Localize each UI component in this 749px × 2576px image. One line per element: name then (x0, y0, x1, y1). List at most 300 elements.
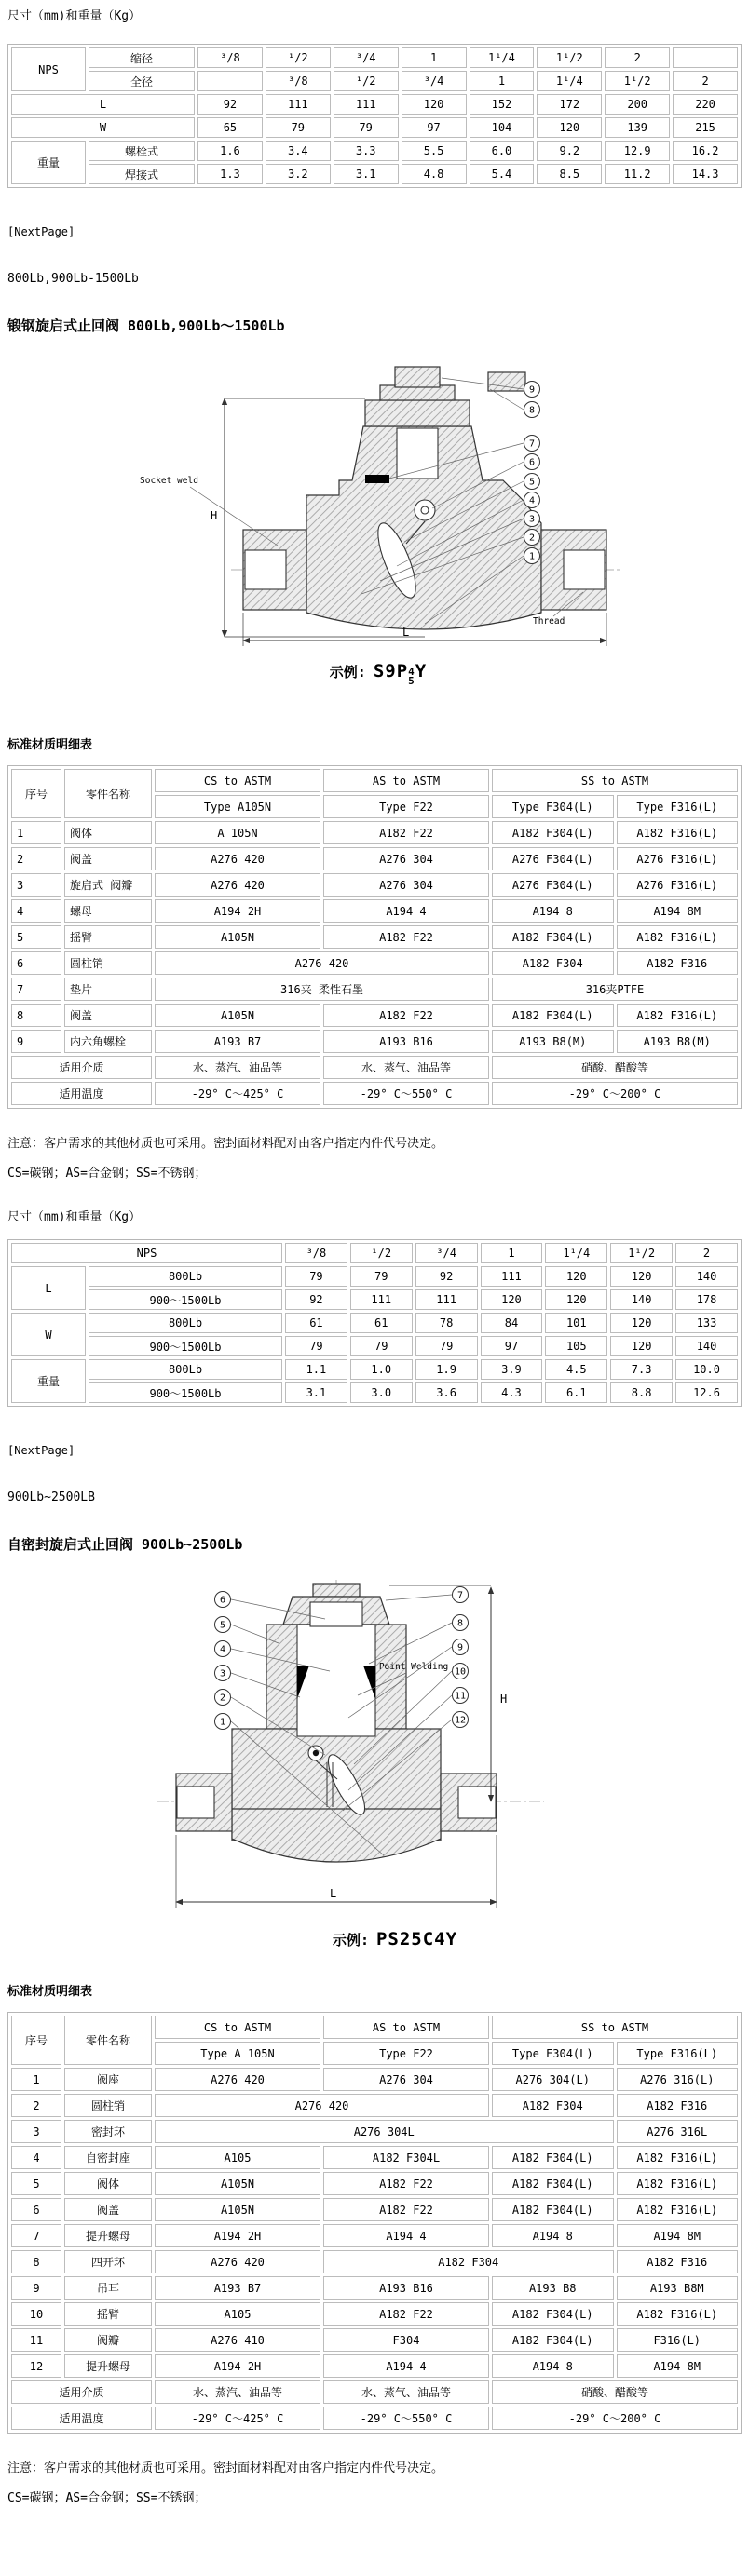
dim-value: 120 (537, 117, 602, 138)
material-value: A276 420 (155, 873, 320, 897)
row-label: 重量 (11, 1359, 86, 1403)
dim-value: 172 (537, 94, 602, 115)
callout-3 (215, 1666, 231, 1681)
svg-text:7: 7 (528, 438, 536, 450)
material-value: A193 B7 (155, 1030, 320, 1053)
callout-2 (215, 1690, 231, 1706)
size-value: 1¹/4 (537, 71, 602, 91)
material-value: A182 F304(L) (492, 2328, 614, 2352)
class-label: 900～1500Lb (89, 1336, 282, 1356)
dim-value: 1.1 (285, 1359, 347, 1380)
table-row (11, 117, 738, 138)
svg-text:3: 3 (528, 514, 536, 525)
svg-text:8: 8 (528, 405, 536, 416)
part-name: 阀瓣 (64, 2328, 152, 2352)
l-dimension-label: L (330, 1887, 337, 1900)
col-header: 零件名称 (64, 2016, 152, 2065)
table-row (11, 2016, 738, 2039)
gland-nut (395, 367, 440, 387)
material-value: A276 316L (617, 2120, 739, 2143)
next-page-marker-2: [NextPage] (7, 1444, 75, 1457)
size-value: 2 (673, 71, 738, 91)
material-table-2 (7, 2012, 742, 2434)
table-row (11, 1266, 738, 1287)
part-no: 8 (11, 1004, 61, 1027)
table-row (11, 2224, 738, 2247)
dim-value: 7.3 (610, 1359, 673, 1380)
material-value: A276 420 (155, 951, 489, 975)
table-row (11, 1359, 738, 1380)
dim-value: 79 (285, 1266, 347, 1287)
table-row (11, 1313, 738, 1333)
weight-value: 3.1 (334, 164, 399, 184)
dim-value: 120 (481, 1289, 543, 1310)
dims-weight-table-top (7, 44, 742, 188)
material-value: A276 304 (323, 847, 489, 870)
dim-value: 111 (334, 94, 399, 115)
callout-8 (524, 402, 540, 418)
table-row (11, 2276, 738, 2300)
part-name: 四开环 (64, 2250, 152, 2273)
svg-text:10: 10 (454, 1666, 467, 1678)
table-row (11, 2068, 738, 2091)
part-no: 6 (11, 951, 61, 975)
part-name: 螺母 (64, 899, 152, 923)
size-value: 1¹/4 (470, 47, 535, 68)
media-value: 水、蒸汽、油品等 (155, 1056, 320, 1079)
svg-text:8: 8 (456, 1618, 464, 1629)
callout-5 (215, 1617, 231, 1633)
material-value: F304 (323, 2328, 489, 2352)
dim-value: 140 (675, 1266, 738, 1287)
dim-value: 65 (197, 117, 263, 138)
table-row (11, 71, 738, 91)
class-label: 800Lb (89, 1313, 282, 1333)
size-value: ³/8 (285, 1243, 347, 1263)
size-value: ³/4 (415, 1243, 478, 1263)
class-label: 900～1500Lb (89, 1382, 282, 1403)
dim-value: 178 (675, 1289, 738, 1310)
part-no: 9 (11, 2276, 61, 2300)
callout-5 (524, 474, 540, 490)
svg-text:4: 4 (528, 495, 536, 506)
part-name: 阀盖 (64, 2198, 152, 2221)
weight-value: 1.3 (197, 164, 263, 184)
size-value: ¹/2 (350, 1243, 413, 1263)
point-welding-label: Point Welding (378, 1662, 449, 1672)
row-label: 适用温度 (11, 2407, 152, 2430)
media-value: 水、蒸气、油品等 (323, 2380, 489, 2404)
material-value: A276 304(L) (492, 2068, 614, 2091)
callout-9 (524, 382, 540, 398)
svg-text:6: 6 (528, 457, 536, 468)
col-header: 序号 (11, 769, 61, 818)
size-value: ³/8 (197, 47, 263, 68)
class-label: 900～1500Lb (89, 1289, 282, 1310)
dim-value: 1.9 (415, 1359, 478, 1380)
media-value: 硝酸、醋酸等 (492, 1056, 738, 1079)
dim-value: 111 (415, 1289, 478, 1310)
weight-value: 16.2 (673, 141, 738, 161)
temp-value: -29° C～200° C (492, 1082, 738, 1105)
part-no: 1 (11, 821, 61, 844)
material-value: A182 F304(L) (492, 2172, 614, 2195)
dim-value: 120 (545, 1289, 607, 1310)
example-label: 示例: (332, 1932, 369, 1949)
table-row (11, 94, 738, 115)
material-value: F316(L) (617, 2328, 739, 2352)
table-row (11, 1382, 738, 1403)
example-code-2: PS25C4Y (375, 1929, 458, 1949)
col-header: 零件名称 (64, 769, 152, 818)
material-value: A105N (155, 925, 320, 949)
material-value: A276 F316(L) (617, 847, 739, 870)
part-no: 10 (11, 2302, 61, 2326)
row-label: 适用介质 (11, 1056, 152, 1079)
material-value: A194 4 (323, 2354, 489, 2378)
part-name: 阀盖 (64, 1004, 152, 1027)
type-header: Type F22 (323, 795, 489, 818)
material-value: A276 F304(L) (492, 847, 614, 870)
dim-value: 4.5 (545, 1359, 607, 1380)
pressure-class-line-2: 900Lb~2500LB (7, 1490, 95, 1504)
material-value: A193 B8M (617, 2276, 739, 2300)
class-label: 800Lb (89, 1266, 282, 1287)
material-value: A193 B8 (492, 2276, 614, 2300)
l-dimension-label: L (402, 626, 410, 639)
type-header: Type F316(L) (617, 2042, 739, 2065)
row-label: L (11, 1266, 86, 1310)
valve-cross-section-diagram-2 (106, 1576, 684, 1921)
part-name: 阀体 (64, 2172, 152, 2195)
weight-value: 4.8 (402, 164, 467, 184)
callout-1 (215, 1714, 231, 1730)
table-row (11, 1289, 738, 1310)
group-header: SS to ASTM (492, 769, 738, 792)
dim-value: 92 (415, 1266, 478, 1287)
figure-forged-swing-check (117, 359, 639, 686)
material-value: A105N (155, 1004, 320, 1027)
dim-value: 79 (350, 1336, 413, 1356)
part-name: 垫片 (64, 978, 152, 1001)
nps-header: NPS (11, 1243, 282, 1263)
section-heading-forged-swing-check: 锻钢旋启式止回阀 800Lb,900Lb～1500Lb (7, 317, 285, 334)
material-table-1 (7, 765, 742, 1109)
size-value: 1 (470, 71, 535, 91)
callout-7 (453, 1587, 469, 1603)
weight-value: 1.6 (197, 141, 263, 161)
example-code-1: S9P 4 5 Y (373, 661, 428, 687)
gasket-mark (365, 475, 389, 483)
svg-text:2: 2 (219, 1693, 226, 1704)
material-value: A182 F304(L) (492, 925, 614, 949)
example-label: 示例: (329, 664, 366, 681)
dim-value: 140 (610, 1289, 673, 1310)
dim-value: 3.6 (415, 1382, 478, 1403)
table-row (11, 821, 738, 844)
dim-value: 111 (350, 1289, 413, 1310)
type-header: Type F22 (323, 2042, 489, 2065)
dims-weight-table-2 (7, 1239, 742, 1407)
material-value: A193 B16 (323, 2276, 489, 2300)
note-line-1b: 注意：客户需求的其他材质也可采用。密封面材料配对由客户指定内件代号决定。 (7, 2461, 444, 2475)
dim-value: 12.6 (675, 1382, 738, 1403)
dim-value: 120 (610, 1313, 673, 1333)
callout-7 (524, 436, 540, 452)
part-no: 4 (11, 2146, 61, 2169)
material-value: A105N (155, 2198, 320, 2221)
size-value: 2 (675, 1243, 738, 1263)
weight-value: 5.5 (402, 141, 467, 161)
part-name: 旋启式 阀瓣 (64, 873, 152, 897)
table-row (11, 1336, 738, 1356)
part-name: 圆柱销 (64, 951, 152, 975)
part-no: 4 (11, 899, 61, 923)
svg-text:5: 5 (528, 477, 536, 488)
group-header: CS to ASTM (155, 2016, 320, 2039)
material-value: A182 F22 (323, 1004, 489, 1027)
dim-value: 111 (481, 1266, 543, 1287)
table-row (11, 2094, 738, 2117)
svg-text:11: 11 (454, 1691, 467, 1702)
material-value: A105N (155, 2172, 320, 2195)
part-no: 2 (11, 2094, 61, 2117)
section-heading-pressure-seal-check: 自密封旋启式止回阀 900Lb~2500Lb (7, 1536, 243, 1553)
dim-value: 92 (285, 1289, 347, 1310)
table-row (11, 47, 738, 68)
callout-bubbles (524, 382, 540, 564)
part-name: 提升螺母 (64, 2354, 152, 2378)
class-label: 800Lb (89, 1359, 282, 1380)
table-row (11, 899, 738, 923)
pressure-class-line-1: 800Lb,900Lb-1500Lb (7, 272, 139, 286)
weight-value: 3.2 (266, 164, 331, 184)
callout-9 (453, 1639, 469, 1655)
group-header: AS to ASTM (323, 769, 489, 792)
table-row (11, 2302, 738, 2326)
table-row (11, 2120, 738, 2143)
callout-3 (524, 511, 540, 527)
table-row (11, 1082, 738, 1105)
material-value: A194 2H (155, 2224, 320, 2247)
material-value: A182 F316 (617, 951, 739, 975)
size-value (197, 71, 263, 91)
part-no: 5 (11, 925, 61, 949)
svg-text:7: 7 (456, 1590, 464, 1601)
hinge-pin-center (313, 1750, 319, 1756)
size-value: 2 (605, 47, 670, 68)
h-dimension-label: H (211, 509, 218, 522)
example-line-1 (117, 661, 639, 686)
material-value: A182 F316(L) (617, 2198, 739, 2221)
part-no: 6 (11, 2198, 61, 2221)
table-row (11, 2146, 738, 2169)
svg-text:4: 4 (219, 1644, 226, 1655)
dim-value: 120 (545, 1266, 607, 1287)
material-value: 316夹 柔性石墨 (155, 978, 489, 1001)
weight-value: 6.0 (470, 141, 535, 161)
row-label: 重量 (11, 141, 86, 184)
size-value: 1¹/2 (605, 71, 670, 91)
dim-value: 120 (610, 1336, 673, 1356)
material-value: A182 F304(L) (492, 2302, 614, 2326)
svg-text:3: 3 (219, 1668, 226, 1679)
table-row (11, 2380, 738, 2404)
material-value: A182 F304(L) (492, 2146, 614, 2169)
material-value: A194 2H (155, 899, 320, 923)
row-label: L (11, 94, 195, 115)
dim-value: 79 (266, 117, 331, 138)
group-header: SS to ASTM (492, 2016, 738, 2039)
row-label: 螺栓式 (89, 141, 195, 161)
dim-value: 120 (610, 1266, 673, 1287)
example-line-2 (106, 1929, 684, 1949)
note-line-1: 注意：客户需求的其他材质也可采用。密封面材料配对由客户指定内件代号决定。 (7, 1137, 444, 1151)
material-value: A194 8M (617, 2354, 739, 2378)
body-bolt (488, 372, 525, 391)
dim-value: 79 (334, 117, 399, 138)
table-row (11, 2172, 738, 2195)
table-row (11, 1030, 738, 1053)
temp-value: -29° C～550° C (323, 1082, 489, 1105)
dim-value: 61 (350, 1313, 413, 1333)
size-value: ³/4 (402, 71, 467, 91)
weight-value: 8.5 (537, 164, 602, 184)
svg-text:5: 5 (219, 1620, 226, 1631)
dim-value: 200 (605, 94, 670, 115)
callout-1 (524, 548, 540, 564)
col-header: 序号 (11, 2016, 61, 2065)
note-line-2b: CS=碳钢；AS=合金钢；SS=不锈钢； (7, 2491, 207, 2505)
dim-value: 152 (470, 94, 535, 115)
type-header: Type F304(L) (492, 795, 614, 818)
table-row (11, 2198, 738, 2221)
table-row (11, 978, 738, 1001)
material-value: A182 F316 (617, 2094, 739, 2117)
weight-value: 3.3 (334, 141, 399, 161)
part-name: 阀座 (64, 2068, 152, 2091)
dim-value: 133 (675, 1313, 738, 1333)
dim-value: 4.3 (481, 1382, 543, 1403)
material-value: A182 F22 (323, 2172, 489, 2195)
table-row (11, 847, 738, 870)
part-no: 3 (11, 2120, 61, 2143)
material-value: A182 F304 (492, 2094, 614, 2117)
svg-text:6: 6 (219, 1595, 226, 1606)
type-header: Type A105N (155, 795, 320, 818)
cap-top (313, 1584, 360, 1597)
row-label: 全径 (89, 71, 195, 91)
material-value: A182 F304(L) (492, 821, 614, 844)
material-value: A182 F22 (323, 2198, 489, 2221)
dim-value: 79 (285, 1336, 347, 1356)
part-no: 7 (11, 2224, 61, 2247)
material-value: A182 F22 (323, 2302, 489, 2326)
part-name: 阀体 (64, 821, 152, 844)
svg-text:9: 9 (528, 384, 536, 396)
valve-cross-section-diagram-1 (117, 359, 639, 653)
material-value: A105 (155, 2146, 320, 2169)
dim-value: 97 (402, 117, 467, 138)
bonnet-cap (365, 400, 470, 426)
callout-10 (453, 1664, 469, 1679)
callout-8 (453, 1615, 469, 1631)
material-value: A182 F304 (323, 2250, 614, 2273)
weight-value: 12.9 (605, 141, 670, 161)
material-value: A193 B7 (155, 2276, 320, 2300)
size-value: ³/4 (334, 47, 399, 68)
part-no: 2 (11, 847, 61, 870)
part-no: 5 (11, 2172, 61, 2195)
material-value: A276 316(L) (617, 2068, 739, 2091)
material-value: A194 8 (492, 899, 614, 923)
material-value: A276 420 (155, 2094, 489, 2117)
material-value: A182 F316 (617, 2250, 739, 2273)
h-dimension-label: H (500, 1693, 508, 1706)
part-name: 圆柱销 (64, 2094, 152, 2117)
table-row (11, 2250, 738, 2273)
part-name: 提升螺母 (64, 2224, 152, 2247)
row-label: 适用温度 (11, 1082, 152, 1105)
material-value: A276 304L (155, 2120, 614, 2143)
dim-value: 78 (415, 1313, 478, 1333)
part-name: 摇臂 (64, 925, 152, 949)
dim-value: 140 (675, 1336, 738, 1356)
material-value: A276 304 (323, 873, 489, 897)
part-no: 8 (11, 2250, 61, 2273)
temp-value: -29° C～200° C (492, 2407, 738, 2430)
material-value: A276 F316(L) (617, 873, 739, 897)
size-value: 1 (402, 47, 467, 68)
svg-text:2: 2 (528, 533, 536, 544)
material-value: A182 F316(L) (617, 821, 739, 844)
callout-11 (453, 1688, 469, 1704)
weight-value: 9.2 (537, 141, 602, 161)
material-value: A182 F304 (492, 951, 614, 975)
callout-6 (215, 1592, 231, 1608)
socket-weld-leader (190, 487, 278, 546)
size-value: ³/8 (266, 71, 331, 91)
dim-value: 104 (470, 117, 535, 138)
material-value: A182 F316(L) (617, 2302, 739, 2326)
group-header: CS to ASTM (155, 769, 320, 792)
material-value: A276 420 (155, 847, 320, 870)
material-value: A182 F22 (323, 821, 489, 844)
weight-value: 5.4 (470, 164, 535, 184)
part-name: 吊耳 (64, 2276, 152, 2300)
material-value: A194 2H (155, 2354, 320, 2378)
material-value: A276 420 (155, 2068, 320, 2091)
material-value: A182 F316(L) (617, 925, 739, 949)
weight-value: 3.4 (266, 141, 331, 161)
size-value: 1¹/2 (610, 1243, 673, 1263)
dim-value: 139 (605, 117, 670, 138)
thread-label: Thread (533, 616, 565, 627)
callout-4 (524, 492, 540, 508)
material-value: A194 4 (323, 2224, 489, 2247)
table-row (11, 2354, 738, 2378)
material-value: 316夹PTFE (492, 978, 738, 1001)
table-row (11, 873, 738, 897)
part-no: 11 (11, 2328, 61, 2352)
size-value: 1¹/4 (545, 1243, 607, 1263)
part-no: 9 (11, 1030, 61, 1053)
svg-text:1: 1 (528, 551, 536, 562)
material-value: A276 F304(L) (492, 873, 614, 897)
socket-weld-label: Socket weld (140, 476, 198, 486)
svg-text:9: 9 (456, 1642, 464, 1653)
part-no: 1 (11, 2068, 61, 2091)
